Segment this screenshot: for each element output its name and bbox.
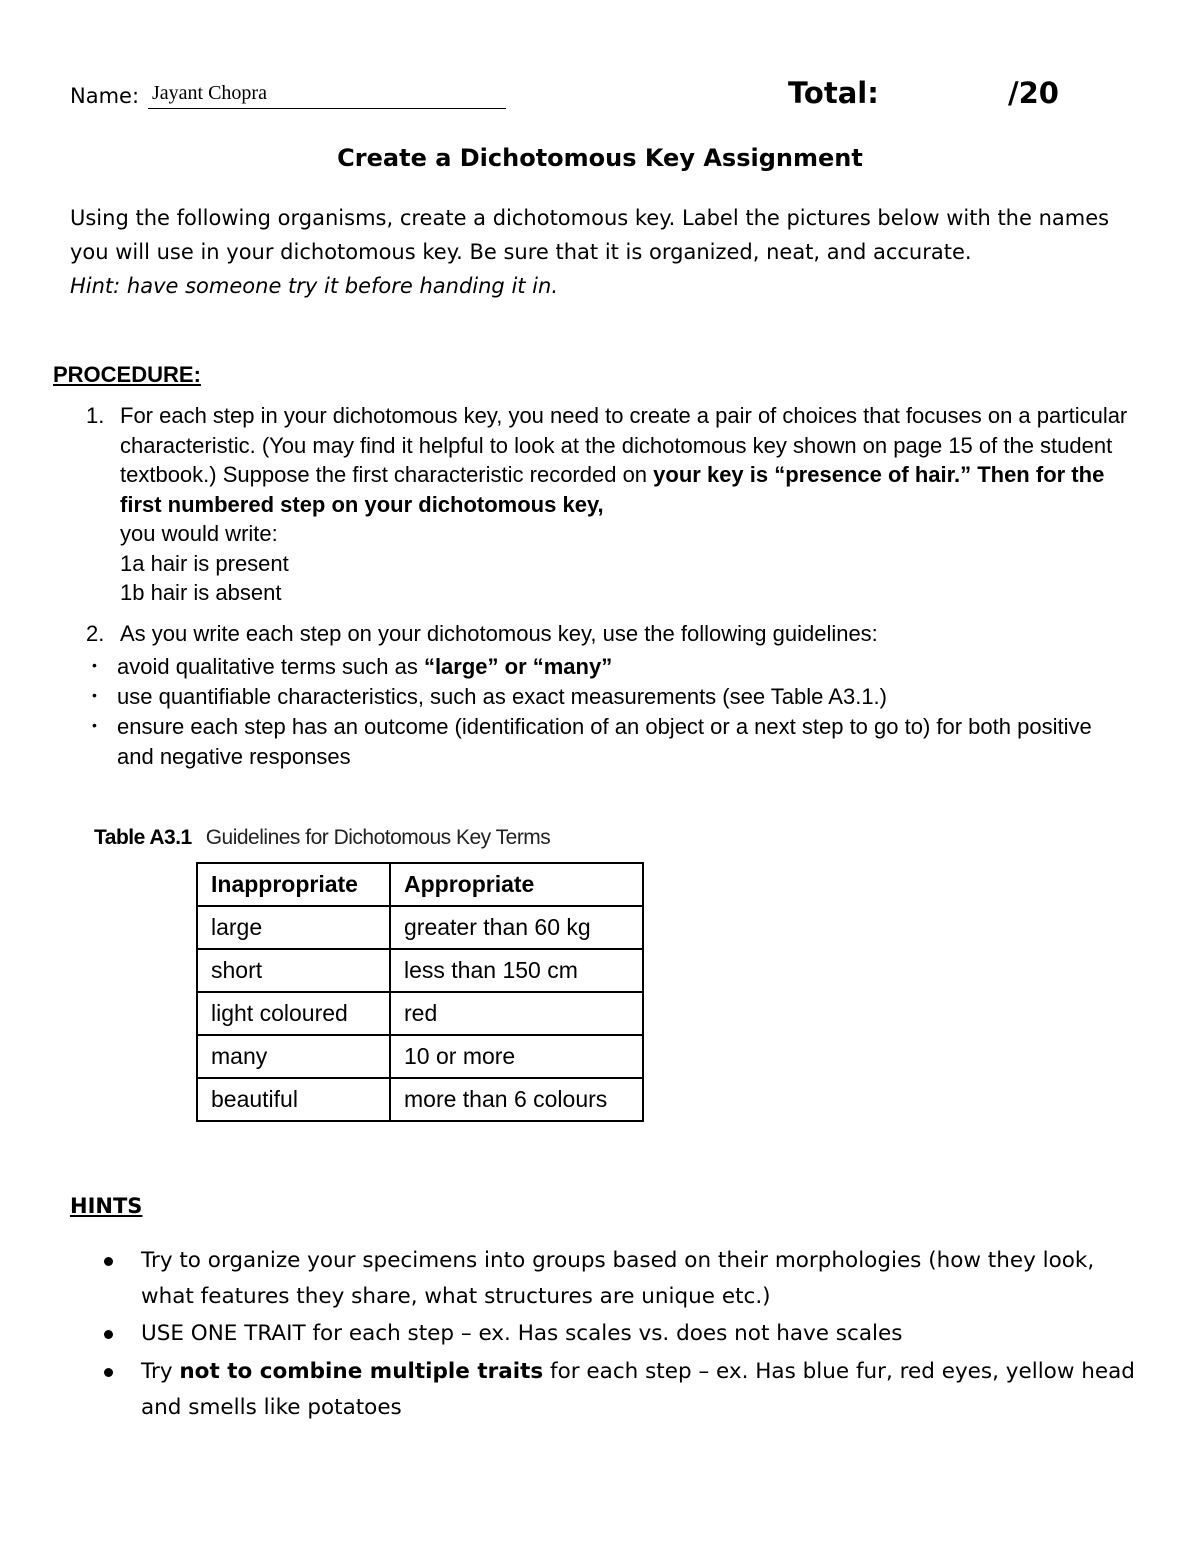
hint-text: for each step – ex. Has blue fur, red eyes, yellow head and smells like potatoes [141,1359,1135,1420]
procedure-heading: PROCEDURE: [53,362,201,387]
table-row [197,949,643,992]
table-row [197,1078,643,1121]
step-1-text: For each step in your dichotomous key, you need to create a pair of choices that focuses on a particular characteristic. (You may find it helpful to look at the dichotomous key shown on page 15 of the student textbook.) Suppose the first characteristic recorded on [120,403,1128,487]
table-cell: many [197,1035,390,1078]
hint-item: Try to organize your specimens into groups based on their morphologies (how they look, what features they share, what structures are unique etc.) [141,1248,1095,1309]
bullet-icon [104,1330,113,1339]
intro-text: Using the following organisms, create a dichotomous key. Label the pictures below with the names you will use in your dichotomous key. Be sure that it is organized, neat, and accurate. [70,206,1110,264]
table-row [197,1035,643,1078]
table-cell: short [197,949,390,992]
step-2: As you write each step on your dichotomous key, use the following guidelines: [120,621,878,646]
table-caption [94,826,550,850]
name-field[interactable]: Jayant Chopra [152,82,267,104]
page-title: Create a Dichotomous Key Assignment [337,144,863,172]
bullet-icon: • [92,657,97,673]
hint-text: Try [141,1359,180,1384]
guideline-bold-text: “large” or “many” [423,654,613,679]
intro-hint: Hint: have someone try it before handing it in. [70,274,559,298]
step-2-number: 2. [86,621,105,646]
step-1-number: 1. [86,403,105,428]
table-row [197,992,643,1035]
table-cell: greater than 60 kg [390,906,643,949]
table-id: Table A3.1 [94,826,192,849]
table-cell: beautiful [197,1078,390,1121]
table-cell: 10 or more [390,1035,643,1078]
name-underline [148,108,506,109]
bullet-icon [104,1257,113,1266]
bullet-icon: • [92,687,97,703]
column-header-appropriate: Appropriate [390,863,643,906]
hint-item: USE ONE TRAIT for each step – ex. Has scales vs. does not have scales [141,1321,903,1346]
table-cell: large [197,906,390,949]
table-cell: more than 6 colours [390,1078,643,1121]
hint-item [141,1354,1141,1426]
table-cell: red [390,992,643,1035]
table-row [197,906,643,949]
guideline-item: use quantifiable characteristics, such as exact measurements (see Table A3.1.) [117,684,887,709]
step-1-bold-text: your key is “presence of hair.” Then for the first numbered step on your dichotomous key, [120,462,1105,517]
hint-bold-text: not to combine multiple traits [179,1359,544,1384]
guideline-item [117,652,1127,682]
table-cell: light coloured [197,992,390,1035]
hints-heading: HINTS [70,1194,143,1218]
guideline-item: ensure each step has an outcome (identification of an object or a next step to go to) for both positive and negative responses [117,714,1092,769]
table-cell: less than 150 cm [390,949,643,992]
guidelines-table [196,862,644,1122]
bullet-icon: • [92,717,97,733]
table-header-row [197,863,643,906]
total-label: Total: [788,76,879,110]
bullet-icon [104,1368,113,1377]
step-1-text-end: you would write: [120,521,278,546]
intro-paragraph [70,201,1130,303]
step-1 [120,401,1140,608]
name-label: Name: [70,84,140,108]
column-header-inappropriate: Inappropriate [197,863,390,906]
guideline-text: avoid qualitative terms such as [117,654,424,679]
total-score: /20 [1008,76,1059,110]
table-title: Guidelines for Dichotomous Key Terms [205,826,551,849]
step-1-example-1a: 1a hair is present [120,550,289,576]
step-1-example-1b: 1b hair is absent [120,580,282,605]
